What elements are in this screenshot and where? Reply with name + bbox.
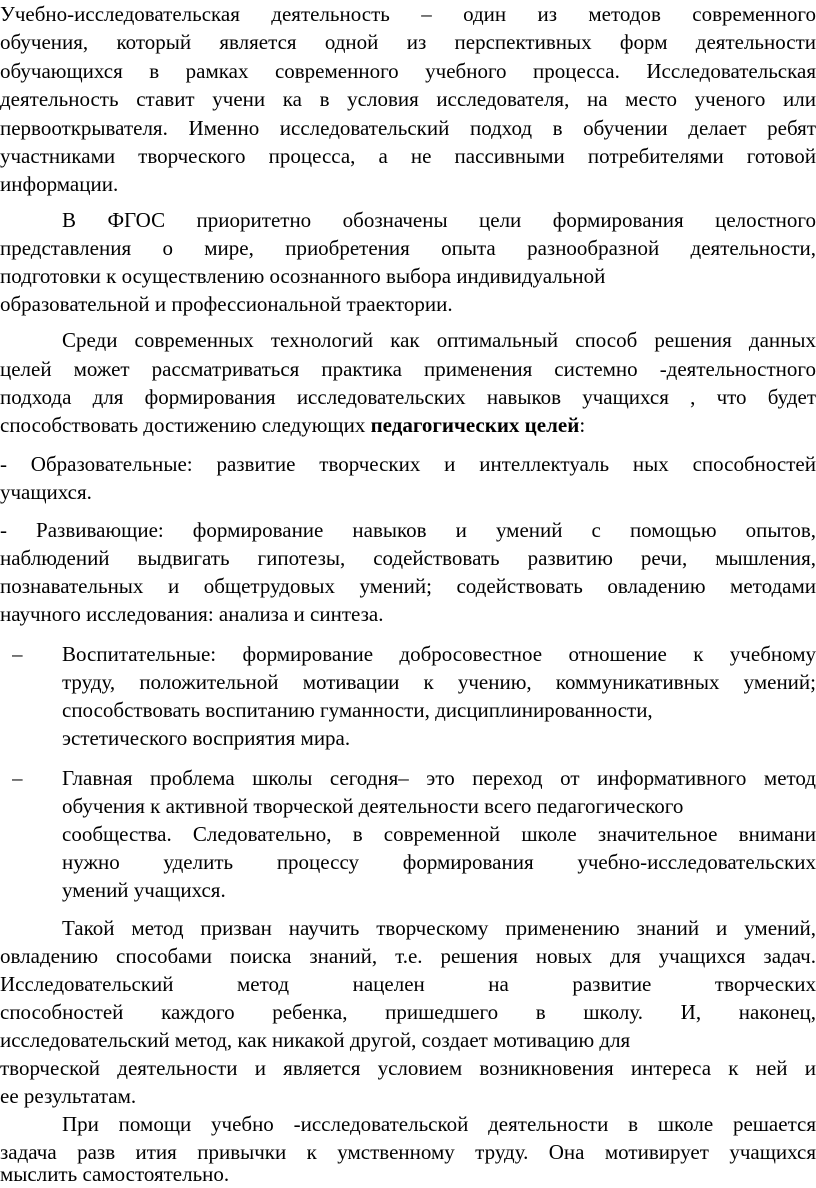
text-line: наблюдений выдвигать гипотезы, содействовать развитию речи, мышления, <box>0 546 816 570</box>
text-line: способностей каждого ребенка, пришедшего в школу. И, наконец, <box>0 1000 816 1024</box>
text-line: способствовать воспитанию гуманности, дисциплинированности, <box>62 698 653 722</box>
text-line: задача разв ития привычки к умственному труду. Она мотивирует учащихся <box>0 1140 816 1164</box>
text-line: учащихся. <box>0 480 92 504</box>
text-line: участниками творческого процесса, а не пассивными потребителями готовой <box>0 144 816 168</box>
text-line: При помощи учебно -исследовательской деятельности в школе решается <box>62 1112 816 1136</box>
text-line: обучения к активной творческой деятельности всего педагогического <box>62 794 684 818</box>
text-line: умений учащихся. <box>62 878 226 902</box>
bullet-dash: – <box>12 766 23 790</box>
text-line: Воспитательные: формирование добросовестное отношение к учебному <box>62 642 816 666</box>
text-line: нужно уделить процессу формирования учебно-исследовательских <box>62 850 816 874</box>
text-line: - Развивающие: формирование навыков и умений с помощью опытов, <box>0 518 816 542</box>
text-line: Главная проблема школы сегодня– это переход от информативного метод <box>62 766 816 790</box>
text-line: В ФГОС приоритетно обозначены цели формирования целостного <box>62 208 816 232</box>
text-line: первооткрывателя. Именно исследовательский подход в обучении делает ребят <box>0 116 816 140</box>
text-line: Учебно-исследовательская деятельность – один из методов современного <box>0 2 816 26</box>
text-line: подхода для формирования исследовательских навыков учащихся , что будет <box>0 385 816 409</box>
text-line: представления о мире, приобретения опыта разнообразной деятельности, <box>0 236 816 260</box>
text-line: сообщества. Следовательно, в современной школе значительное внимани <box>62 822 816 846</box>
text-line: овладению способами поиска знаний, т.е. решения новых для учащихся задач. <box>0 944 816 968</box>
text-line: целей может рассматриваться практика применения системно -деятельностного <box>0 357 816 381</box>
text-line: обучающихся в рамках современного учебного процесса. Исследовательская <box>0 59 816 83</box>
text-line: деятельность ставит учени ка в условия исследователя, на место ученого или <box>0 87 816 111</box>
text-line: - Образовательные: развитие творческих и интеллектуаль ных способностей <box>0 452 816 476</box>
text-line: Среди современных технологий как оптимальный способ решения данных <box>62 328 816 352</box>
text-line: мыслить самостоятельно. <box>0 1162 230 1186</box>
text-line: научного исследования: анализа и синтеза. <box>0 602 384 626</box>
text-line: подготовки к осуществлению осознанного выбора индивидуальной <box>0 264 606 288</box>
text-segment: : <box>579 413 586 437</box>
text-line: ее результатам. <box>0 1084 137 1108</box>
text-line: обучения, который является одной из перспективных форм деятельности <box>0 30 816 54</box>
text-line: информации. <box>0 172 119 196</box>
text-line: творческой деятельности и является условием возникновения интереса к ней и <box>0 1056 816 1080</box>
text-line: исследовательский метод, как никакой другой, создает мотивацию для <box>0 1028 631 1052</box>
text-line: Исследовательский метод нацелен на развитие творческих <box>0 972 816 996</box>
text-line: образовательной и профессиональной траектории. <box>0 292 453 316</box>
bullet-dash: – <box>12 642 23 666</box>
text-line: труду, положительной мотивации к учению, коммуникативных умений; <box>62 670 816 694</box>
bold-phrase: педагогических целей <box>370 413 580 437</box>
text-line: познавательных и общетрудовых умений; содействовать овладению методами <box>0 574 816 598</box>
text-line <box>0 411 816 439</box>
text-segment: способствовать достижению следующих <box>0 413 366 437</box>
text-line: Такой метод призван научить творческому применению знаний и умений, <box>62 916 816 940</box>
text-line: эстетического восприятия мира. <box>62 726 351 750</box>
